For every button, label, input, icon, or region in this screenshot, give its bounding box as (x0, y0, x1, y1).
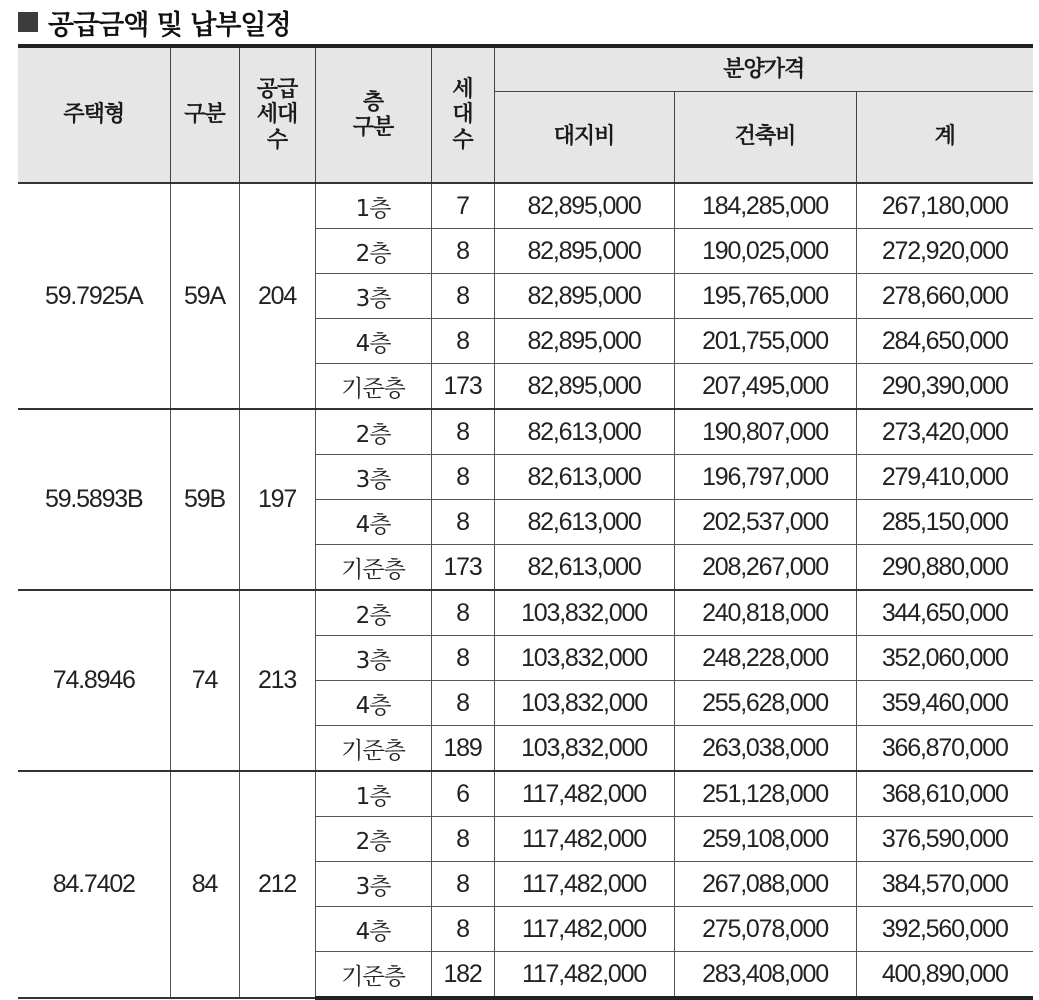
building-cost-cell: 267,088,000 (674, 862, 856, 907)
building-cost-cell: 190,807,000 (674, 409, 856, 455)
land-cost-cell: 82,613,000 (494, 500, 674, 545)
floor-cell: 4층 (315, 681, 431, 726)
section-title (18, 2, 291, 42)
floor-cell: 2층 (315, 229, 431, 274)
total-cell: 344,650,000 (856, 590, 1033, 636)
land-cost-cell: 117,482,000 (494, 817, 674, 862)
housing-type-cell: 59.5893B (18, 409, 170, 590)
land-cost-cell: 82,895,000 (494, 364, 674, 410)
total-cell: 285,150,000 (856, 500, 1033, 545)
land-cost-cell: 82,613,000 (494, 545, 674, 591)
total-cell: 267,180,000 (856, 183, 1033, 229)
header-category: 구분 (170, 46, 239, 183)
units-cell: 8 (431, 274, 494, 319)
land-cost-cell: 82,895,000 (494, 183, 674, 229)
building-cost-cell: 240,818,000 (674, 590, 856, 636)
land-cost-cell: 82,895,000 (494, 319, 674, 364)
floor-cell: 3층 (315, 862, 431, 907)
housing-type-cell: 59.7925A (18, 183, 170, 409)
units-cell: 8 (431, 907, 494, 952)
units-cell: 8 (431, 590, 494, 636)
total-cell: 279,410,000 (856, 455, 1033, 500)
floor-cell: 1층 (315, 771, 431, 817)
section-title-text: 공급금액 및 납부일정 (48, 9, 291, 41)
land-cost-cell: 82,613,000 (494, 455, 674, 500)
building-cost-cell: 201,755,000 (674, 319, 856, 364)
total-cell: 400,890,000 (856, 952, 1033, 999)
units-cell: 8 (431, 500, 494, 545)
header-building-cost: 건축비 (674, 92, 856, 184)
land-cost-cell: 103,832,000 (494, 726, 674, 772)
units-cell: 6 (431, 771, 494, 817)
building-cost-cell: 208,267,000 (674, 545, 856, 591)
land-cost-cell: 103,832,000 (494, 681, 674, 726)
building-cost-cell: 251,128,000 (674, 771, 856, 817)
building-cost-cell: 283,408,000 (674, 952, 856, 999)
land-cost-cell: 117,482,000 (494, 952, 674, 999)
table-row (18, 590, 1033, 636)
total-cell: 290,880,000 (856, 545, 1033, 591)
units-cell: 8 (431, 817, 494, 862)
land-cost-cell: 117,482,000 (494, 907, 674, 952)
total-cell: 366,870,000 (856, 726, 1033, 772)
total-cell: 384,570,000 (856, 862, 1033, 907)
total-cell: 368,610,000 (856, 771, 1033, 817)
floor-cell: 기준층 (315, 952, 431, 999)
table-row (18, 183, 1033, 229)
units-cell: 182 (431, 952, 494, 999)
floor-cell: 2층 (315, 817, 431, 862)
building-cost-cell: 202,537,000 (674, 500, 856, 545)
header-floor-category: 층 구분 (315, 46, 431, 183)
supply-units-cell: 204 (239, 183, 315, 409)
total-cell: 272,920,000 (856, 229, 1033, 274)
floor-cell: 기준층 (315, 726, 431, 772)
floor-cell: 2층 (315, 590, 431, 636)
floor-cell: 4층 (315, 500, 431, 545)
units-cell: 8 (431, 229, 494, 274)
floor-cell: 2층 (315, 409, 431, 455)
units-cell: 8 (431, 862, 494, 907)
table-body (18, 183, 1033, 998)
units-cell: 189 (431, 726, 494, 772)
supply-units-cell: 212 (239, 771, 315, 998)
housing-type-cell: 84.7402 (18, 771, 170, 998)
table-header (18, 46, 1033, 183)
land-cost-cell: 82,895,000 (494, 274, 674, 319)
land-cost-cell: 82,613,000 (494, 409, 674, 455)
floor-cell: 3층 (315, 636, 431, 681)
floor-cell: 4층 (315, 907, 431, 952)
building-cost-cell: 275,078,000 (674, 907, 856, 952)
header-total: 계 (856, 92, 1033, 184)
units-cell: 8 (431, 409, 494, 455)
category-cell: 59A (170, 183, 239, 409)
total-cell: 290,390,000 (856, 364, 1033, 410)
total-cell: 392,560,000 (856, 907, 1033, 952)
land-cost-cell: 117,482,000 (494, 771, 674, 817)
units-cell: 173 (431, 364, 494, 410)
units-cell: 7 (431, 183, 494, 229)
total-cell: 278,660,000 (856, 274, 1033, 319)
land-cost-cell: 103,832,000 (494, 590, 674, 636)
units-cell: 8 (431, 681, 494, 726)
building-cost-cell: 190,025,000 (674, 229, 856, 274)
floor-cell: 4층 (315, 319, 431, 364)
total-cell: 376,590,000 (856, 817, 1033, 862)
units-cell: 8 (431, 455, 494, 500)
floor-cell: 3층 (315, 455, 431, 500)
category-cell: 84 (170, 771, 239, 998)
units-cell: 8 (431, 636, 494, 681)
table-row (18, 771, 1033, 817)
header-units: 세 대 수 (431, 46, 494, 183)
square-bullet-icon (18, 12, 38, 32)
total-cell: 273,420,000 (856, 409, 1033, 455)
supply-units-cell: 213 (239, 590, 315, 771)
units-cell: 173 (431, 545, 494, 591)
land-cost-cell: 82,895,000 (494, 229, 674, 274)
building-cost-cell: 255,628,000 (674, 681, 856, 726)
header-sale-price: 분양가격 (494, 46, 1033, 92)
category-cell: 59B (170, 409, 239, 590)
building-cost-cell: 207,495,000 (674, 364, 856, 410)
building-cost-cell: 248,228,000 (674, 636, 856, 681)
category-cell: 74 (170, 590, 239, 771)
header-land-cost: 대지비 (494, 92, 674, 184)
floor-cell: 3층 (315, 274, 431, 319)
table-row (18, 409, 1033, 455)
building-cost-cell: 195,765,000 (674, 274, 856, 319)
building-cost-cell: 259,108,000 (674, 817, 856, 862)
floor-cell: 1층 (315, 183, 431, 229)
building-cost-cell: 263,038,000 (674, 726, 856, 772)
total-cell: 359,460,000 (856, 681, 1033, 726)
units-cell: 8 (431, 319, 494, 364)
housing-type-cell: 74.8946 (18, 590, 170, 771)
header-housing-type: 주택형 (18, 46, 170, 183)
supply-units-cell: 197 (239, 409, 315, 590)
header-supply-units: 공급 세대 수 (239, 46, 315, 183)
land-cost-cell: 117,482,000 (494, 862, 674, 907)
building-cost-cell: 196,797,000 (674, 455, 856, 500)
land-cost-cell: 103,832,000 (494, 636, 674, 681)
total-cell: 284,650,000 (856, 319, 1033, 364)
building-cost-cell: 184,285,000 (674, 183, 856, 229)
supply-price-table (18, 44, 1033, 1000)
floor-cell: 기준층 (315, 364, 431, 410)
total-cell: 352,060,000 (856, 636, 1033, 681)
floor-cell: 기준층 (315, 545, 431, 591)
